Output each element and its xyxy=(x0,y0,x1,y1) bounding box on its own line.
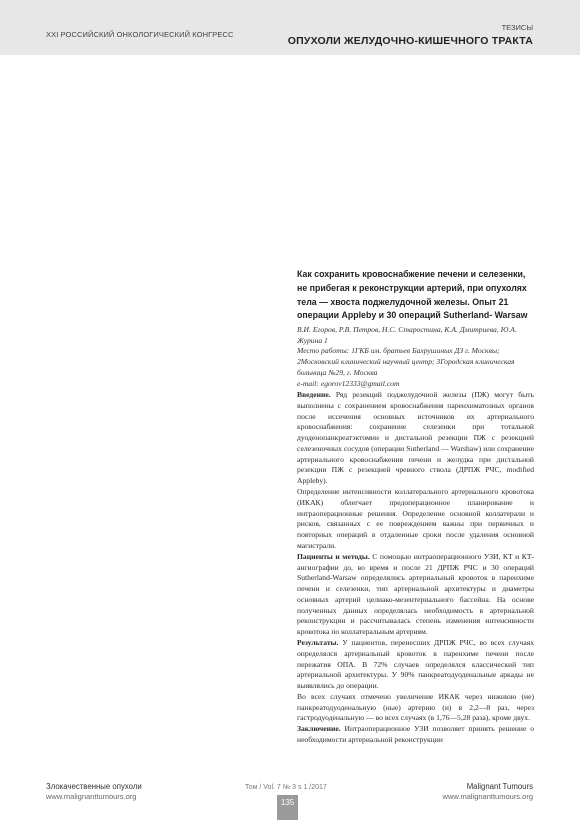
article-body xyxy=(297,390,534,746)
results-label: Результаты. xyxy=(297,637,339,647)
footer-right xyxy=(443,782,533,802)
intro-paragraph xyxy=(297,390,534,487)
methods-text: С помощью интраоперационного УЗИ, КТ и КТ-ангиографии до, во время и после 21 ДРПЖ РЧС и 30 операций Sutherland-Warsaw определялись артериальный кровоток в паренхиме печени и селезенки, тип артериальной архитектуры и диаметры основных артерий целиако-мезентериального бассейна. На основе полученных данных определялась необходимость в артериальной реконструкции и рассчитывалась степень изменения интенсивности кровотока по коллатеральным артериям. xyxy=(297,551,535,637)
results-paragraph xyxy=(297,638,534,692)
article-title: Как сохранить кровоснабжение печени и селезенки, не прибегая к реконструкции артерий, при опухолях тела — хвоста поджелудочной железы. Опыт 21 операции Appleby и 30 операций Sutherland- Warsaw xyxy=(297,269,528,321)
journal-title-en: Malignant Tumours xyxy=(466,782,533,791)
workplace: Место работы: 1ГКБ им. братьев Бахрушиных ДЗ г. Москвы; 2Московский клинический научный центр; 3Городская клиническая больница №29, г. Москва xyxy=(297,346,515,377)
intro-paragraph-2: Определение интенсивности коллатерального артериального кровотока (ИКАК) облегчает предоперационное планирование и интраоперационные решения. Определение основной коллатерали и рисков, связанных с ее повреждением важны при первичных и повторных операций в отдаленные сроки после удаления основной магистрали. xyxy=(297,487,534,550)
section-title: ОПУХОЛИ ЖЕЛУДОЧНО-КИШЕЧНОГО ТРАКТА xyxy=(287,35,533,47)
results-text: У пациентов, перенесших ДРПЖ РЧС, во всех случаях определялся артериальный кровоток в паренхиме печени после пережатия ОПА. В 72% случаев определялся классический тип артериальной архитектуры. У 90% панкреатодуоденальные аркады не выявлялись до операции. xyxy=(297,637,534,691)
conclusion-text: Интраоперационное УЗИ позволяет принять решение о необходимости артериальной реконструкции xyxy=(297,724,534,744)
issue-info: Том / Vol. 7 № 3 s 1 /2017 xyxy=(245,784,327,791)
conclusion-paragraph xyxy=(297,724,534,746)
page-number: 135 xyxy=(277,795,298,820)
methods-label: Пациенты и методы. xyxy=(297,551,370,561)
intro-text: Ряд резекций поджелудочной железы (ПЖ) могут быть выполнены с сохранением кровоснабжения паренхиматозных органов после иссечения основных источников их артериального кровоснабжения: сохранение селезенки при тотальной дуоденопанкреатэктомии и дистальной резекции ПЖ с резекцией селезеночных сосудов (операции Sutherland — Warshaw) или сохранение артериального кровоснабжения печени и желудка при дистальной резекции ПЖ с резекцией чревного ствола (ДРПЖ РЧС, modified Appleby). xyxy=(297,390,534,486)
intro-label: Введение. xyxy=(297,390,331,399)
journal-title-ru: Злокачественные опухоли xyxy=(46,782,142,791)
authors: В.И. Егоров, Р.В. Петров, Н.С. Старостина, К.А. Дмитриева, Ю.А. Журина 1 xyxy=(297,325,517,345)
journal-url-left[interactable]: www.malignanttumours.org xyxy=(46,792,137,801)
journal-url-right[interactable]: www.malignanttumours.org xyxy=(442,792,533,801)
conclusion-label: Заключение. xyxy=(297,724,341,734)
methods-paragraph xyxy=(297,552,534,638)
results-paragraph-2: Во всех случаях отмечено увеличение ИКАК через нижнюю (ие) панкреатодуоденальную (ные) артерию (и) в 2,2—8 раз, через гастродуоденальную — во всех случаях (в 1,76—5,28 раза), кроме двух. xyxy=(297,691,534,723)
section-label: ТЕЗИСЫ xyxy=(501,23,533,32)
page-header xyxy=(0,0,580,55)
email: e-mail: egorov12333@gmail.com xyxy=(297,378,400,388)
author-block xyxy=(297,325,534,389)
footer-left xyxy=(46,782,142,802)
congress-name: XXI РОССИЙСКИЙ ОНКОЛОГИЧЕСКИЙ КОНГРЕСС xyxy=(46,30,234,39)
